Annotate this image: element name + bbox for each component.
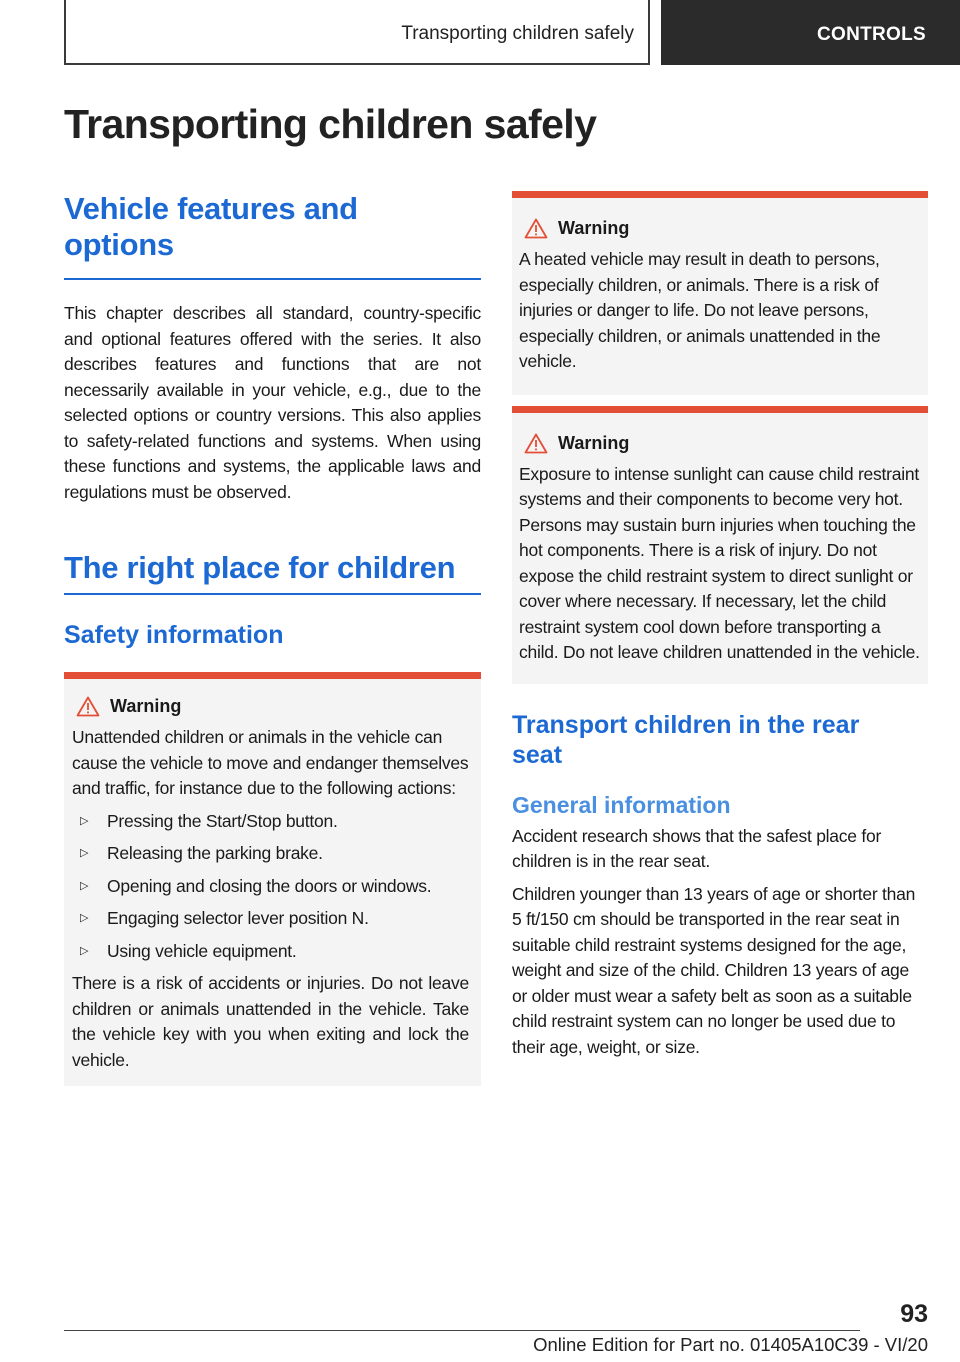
list-item: ▷ Opening and closing the doors or windows.: [72, 874, 469, 900]
warning-box-unattended: [64, 672, 481, 1086]
header-section-tab: [64, 0, 650, 65]
warning-title: Warning: [110, 696, 182, 716]
heading-safety-information: Safety information: [64, 621, 284, 649]
warning-title: Warning: [558, 218, 630, 238]
paragraph-safest-place: Accident research shows that the safest place for children is in the rear seat.: [512, 825, 882, 871]
bullet-icon: ▷: [80, 814, 89, 827]
paragraph-age-requirements: Children younger than 13 years of age or shorter than 5 ft/150 cm should be transported in the rear seat in suitable child restraint systems designed for the age, weight and size of the child. Children 13 years of age or older must wear a safety belt as soon as a suitable child restraint system can no longer be used due to their age, weight, or size.: [512, 883, 916, 1057]
warning-title: Warning: [558, 432, 630, 453]
warning-triangle-icon: [76, 696, 100, 717]
header-section-title: Transporting children safely: [401, 22, 634, 44]
bullet-icon: ▷: [80, 912, 89, 924]
list-item: ▷ Releasing the parking brake.: [72, 841, 469, 867]
page-number: 93: [900, 1300, 928, 1328]
warning-closing-text: There is a risk of accidents or injuries. Do not leave children or animals unattended in the vehicle. Take the vehicle key with you when exiting and lock the vehicle.: [72, 973, 469, 1070]
list-item: ▷ Pressing the Start/Stop button.: [72, 809, 469, 835]
page-title: Transporting children safely: [64, 101, 597, 147]
left-column: [64, 191, 481, 1086]
heading-vehicle-features: Vehicle features and options: [64, 191, 358, 262]
footer-rule: [64, 1330, 860, 1331]
warning-triangle-icon: [524, 433, 548, 454]
header-chapter-tab: [661, 0, 960, 65]
bullet-icon: ▷: [80, 847, 89, 859]
right-column: [512, 191, 928, 1060]
heading-rule: [64, 593, 481, 595]
warning-box-sunlight: [512, 406, 928, 684]
warning-triangle-icon: [524, 218, 548, 239]
warning-text: Unattended children or animals in the vehicle can cause the vehicle to move and endanger themselves and traffic, for instance due to the following actions:: [72, 727, 469, 798]
heading-right-place: The right place for children: [64, 550, 456, 585]
warning-text: A heated vehicle may result in death to persons, especially children, or animals. There is a risk of injuries or danger to life. Do not leave persons, especially children, or animals unattended in the vehicle.: [519, 249, 881, 371]
header-chapter-title: CONTROLS: [816, 23, 926, 45]
list-item: ▷ Using vehicle equipment.: [72, 939, 469, 965]
heading-transport-rear-seat: Transport children in the rear seat: [512, 710, 860, 769]
bullet-icon: ▷: [80, 879, 89, 892]
intro-paragraph: This chapter describes all standard, country-specific and optional features offered with the series. It also describes features and functions that are not necessarily available in your vehicle, e.g., due to the selected options or country versions. This also applies to safety-related functions and systems. When using these functions and systems, the applicable laws and regulations must be observed.: [64, 303, 481, 502]
footer-edition-text: Online Edition for Part no. 01405A10C39 - VI/20: [533, 1334, 928, 1355]
action-list: [72, 809, 469, 965]
heading-rule: [64, 278, 481, 280]
warning-text: Exposure to intense sunlight can cause child restraint systems and their components to become very hot. Persons may sustain burn injuries when touching the hot components. There is a risk of injury. Do not expose the child restraint system to direct sunlight or cover where necessary. If necessary, let the child restraint system cool down before transporting a child. Do not leave children unattended in the vehicle.: [519, 463, 920, 662]
list-item: ▷ Engaging selector lever position N.: [72, 906, 469, 932]
bullet-icon: ▷: [80, 944, 89, 957]
warning-box-heated-vehicle: [512, 191, 928, 395]
heading-general-information: General information: [512, 791, 731, 818]
